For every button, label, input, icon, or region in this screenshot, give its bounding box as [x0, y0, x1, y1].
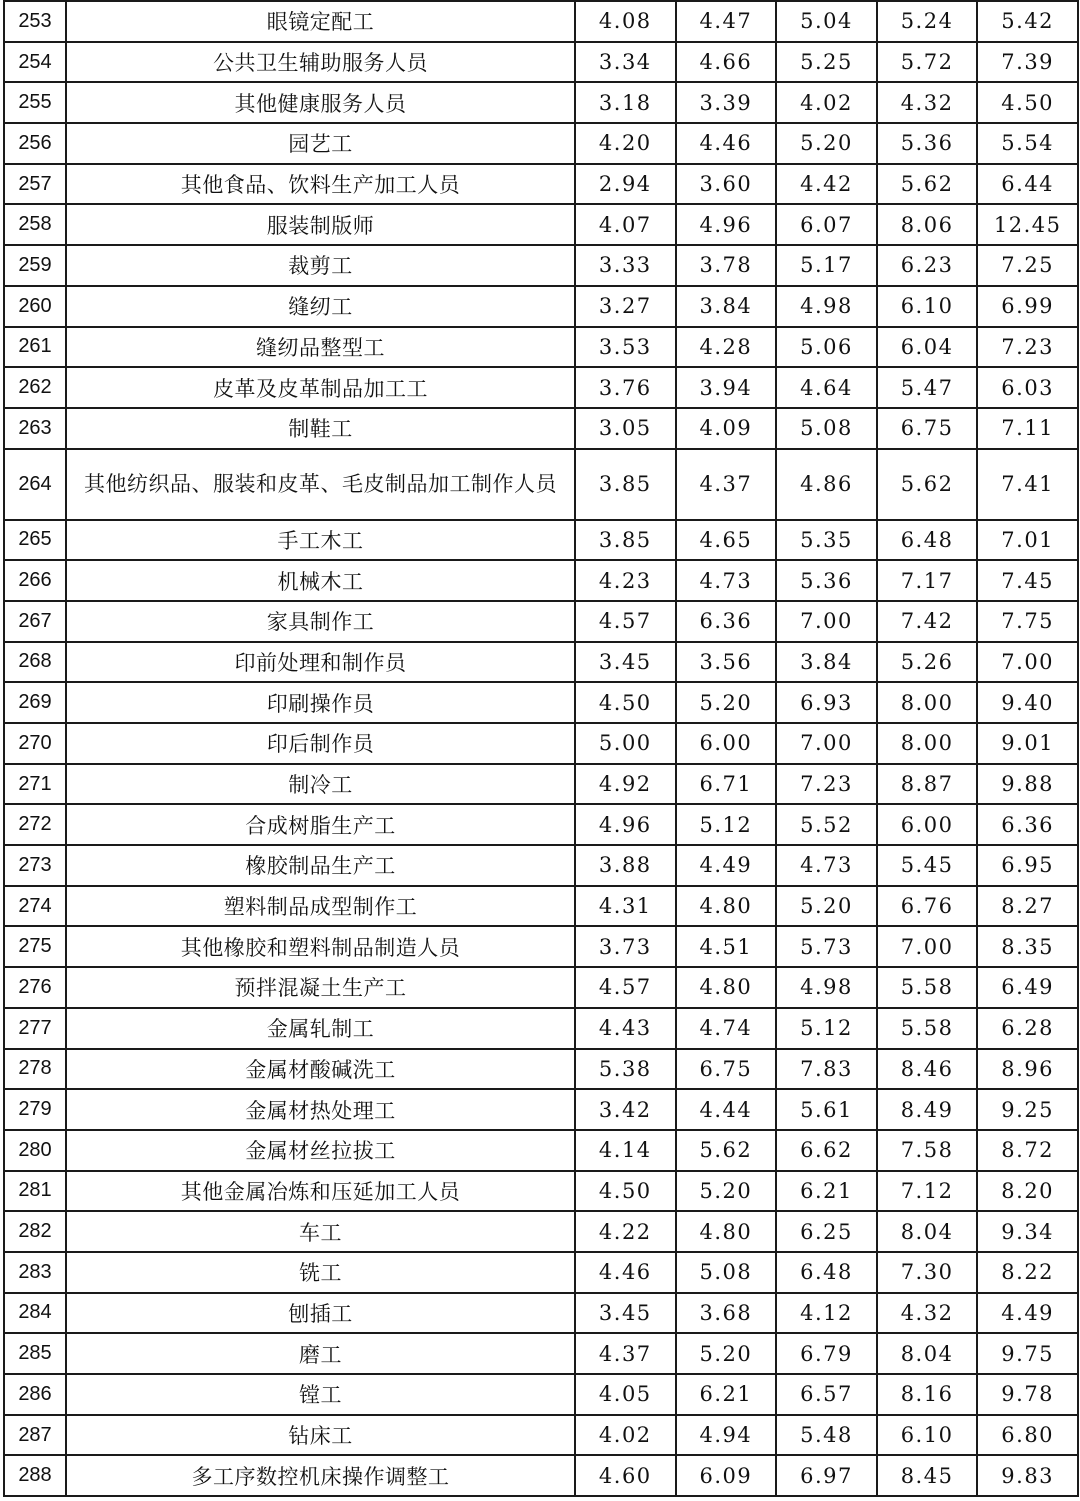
wage-value-2: 4.28 — [676, 327, 777, 368]
wage-value-4: 5.36 — [877, 123, 978, 164]
wage-value-5: 8.72 — [977, 1130, 1078, 1171]
wage-value-4: 8.06 — [877, 204, 978, 245]
row-number: 277 — [4, 1008, 66, 1049]
wage-value-5: 8.27 — [977, 886, 1078, 927]
wage-value-1: 4.14 — [575, 1130, 676, 1171]
row-number: 285 — [4, 1333, 66, 1374]
wage-value-5: 4.50 — [977, 82, 1078, 123]
wage-value-3: 6.21 — [776, 1171, 877, 1212]
row-number: 254 — [4, 42, 66, 83]
table-row — [4, 1211, 1078, 1252]
table-row — [4, 560, 1078, 601]
wage-value-3: 7.00 — [776, 601, 877, 642]
wage-value-4: 8.49 — [877, 1089, 978, 1130]
wage-value-4: 6.75 — [877, 408, 978, 449]
wage-value-1: 4.50 — [575, 682, 676, 723]
wage-value-3: 5.52 — [776, 804, 877, 845]
wage-value-4: 4.32 — [877, 82, 978, 123]
occupation-name: 其他金属冶炼和压延加工人员 — [66, 1171, 575, 1212]
wage-value-4: 5.47 — [877, 367, 978, 408]
table-row — [4, 1171, 1078, 1212]
row-number: 274 — [4, 886, 66, 927]
wage-value-5: 9.75 — [977, 1333, 1078, 1374]
occupation-name: 磨工 — [66, 1333, 575, 1374]
wage-value-3: 5.25 — [776, 42, 877, 83]
wage-value-3: 4.98 — [776, 286, 877, 327]
row-number: 273 — [4, 845, 66, 886]
wage-value-5: 6.03 — [977, 367, 1078, 408]
row-number: 253 — [4, 1, 66, 42]
table-row — [4, 164, 1078, 205]
occupation-name: 金属轧制工 — [66, 1008, 575, 1049]
table-row — [4, 408, 1078, 449]
wage-value-5: 9.25 — [977, 1089, 1078, 1130]
wage-table-container — [3, 0, 1077, 1497]
wage-value-3: 5.12 — [776, 1008, 877, 1049]
wage-value-5: 7.41 — [977, 449, 1078, 520]
wage-value-3: 5.61 — [776, 1089, 877, 1130]
wage-value-3: 5.20 — [776, 886, 877, 927]
wage-value-1: 3.76 — [575, 367, 676, 408]
wage-value-4: 8.46 — [877, 1049, 978, 1090]
wage-value-2: 3.39 — [676, 82, 777, 123]
wage-value-1: 4.50 — [575, 1171, 676, 1212]
wage-value-4: 7.42 — [877, 601, 978, 642]
occupation-name: 印后制作员 — [66, 723, 575, 764]
wage-value-2: 6.75 — [676, 1049, 777, 1090]
row-number: 276 — [4, 967, 66, 1008]
wage-value-5: 7.45 — [977, 560, 1078, 601]
table-row — [4, 926, 1078, 967]
occupation-name: 公共卫生辅助服务人员 — [66, 42, 575, 83]
table-row — [4, 1415, 1078, 1456]
table-row — [4, 245, 1078, 286]
wage-value-5: 9.83 — [977, 1455, 1078, 1496]
wage-value-4: 6.00 — [877, 804, 978, 845]
wage-value-5: 8.96 — [977, 1049, 1078, 1090]
occupation-name: 缝纫工 — [66, 286, 575, 327]
occupation-name: 车工 — [66, 1211, 575, 1252]
row-number: 265 — [4, 520, 66, 561]
table-row — [4, 327, 1078, 368]
occupation-name: 皮革及皮革制品加工工 — [66, 367, 575, 408]
wage-value-2: 4.37 — [676, 449, 777, 520]
wage-value-1: 4.92 — [575, 764, 676, 805]
row-number: 270 — [4, 723, 66, 764]
row-number: 268 — [4, 642, 66, 683]
wage-value-4: 5.58 — [877, 967, 978, 1008]
wage-value-2: 4.96 — [676, 204, 777, 245]
wage-value-1: 3.88 — [575, 845, 676, 886]
wage-table — [3, 0, 1079, 1497]
row-number: 287 — [4, 1415, 66, 1456]
wage-value-1: 4.96 — [575, 804, 676, 845]
table-row — [4, 1252, 1078, 1293]
row-number: 264 — [4, 449, 66, 520]
wage-value-1: 3.85 — [575, 449, 676, 520]
wage-value-3: 5.36 — [776, 560, 877, 601]
wage-value-1: 4.37 — [575, 1333, 676, 1374]
wage-value-1: 4.60 — [575, 1455, 676, 1496]
wage-value-4: 6.04 — [877, 327, 978, 368]
wage-value-4: 7.30 — [877, 1252, 978, 1293]
row-number: 288 — [4, 1455, 66, 1496]
table-row — [4, 1333, 1078, 1374]
wage-value-3: 5.20 — [776, 123, 877, 164]
wage-value-4: 6.23 — [877, 245, 978, 286]
occupation-name: 裁剪工 — [66, 245, 575, 286]
wage-value-4: 5.24 — [877, 1, 978, 42]
table-row — [4, 286, 1078, 327]
table-row — [4, 601, 1078, 642]
wage-value-4: 5.26 — [877, 642, 978, 683]
row-number: 256 — [4, 123, 66, 164]
wage-value-3: 5.48 — [776, 1415, 877, 1456]
wage-value-4: 7.12 — [877, 1171, 978, 1212]
wage-value-2: 6.71 — [676, 764, 777, 805]
row-number: 257 — [4, 164, 66, 205]
wage-value-3: 4.02 — [776, 82, 877, 123]
occupation-name: 刨插工 — [66, 1293, 575, 1334]
wage-value-4: 5.72 — [877, 42, 978, 83]
wage-value-2: 5.20 — [676, 1171, 777, 1212]
wage-value-1: 3.42 — [575, 1089, 676, 1130]
wage-value-4: 8.04 — [877, 1333, 978, 1374]
occupation-name: 制冷工 — [66, 764, 575, 805]
occupation-name: 钻床工 — [66, 1415, 575, 1456]
occupation-name: 金属材丝拉拔工 — [66, 1130, 575, 1171]
wage-value-2: 6.00 — [676, 723, 777, 764]
occupation-name: 金属材酸碱洗工 — [66, 1049, 575, 1090]
wage-value-3: 5.73 — [776, 926, 877, 967]
table-row — [4, 845, 1078, 886]
table-row — [4, 1374, 1078, 1415]
wage-value-3: 4.73 — [776, 845, 877, 886]
wage-value-4: 6.10 — [877, 1415, 978, 1456]
table-body — [4, 1, 1078, 1496]
wage-value-3: 5.06 — [776, 327, 877, 368]
wage-value-2: 4.66 — [676, 42, 777, 83]
wage-value-3: 6.93 — [776, 682, 877, 723]
row-number: 271 — [4, 764, 66, 805]
row-number: 263 — [4, 408, 66, 449]
wage-value-5: 7.00 — [977, 642, 1078, 683]
occupation-name: 金属材热处理工 — [66, 1089, 575, 1130]
wage-value-4: 8.00 — [877, 682, 978, 723]
wage-value-3: 4.64 — [776, 367, 877, 408]
wage-value-2: 5.08 — [676, 1252, 777, 1293]
wage-value-2: 4.80 — [676, 1211, 777, 1252]
wage-value-2: 5.20 — [676, 1333, 777, 1374]
wage-value-3: 6.25 — [776, 1211, 877, 1252]
wage-value-1: 4.57 — [575, 601, 676, 642]
occupation-name: 其他纺织品、服装和皮革、毛皮制品加工制作人员 — [66, 449, 575, 520]
wage-value-4: 7.17 — [877, 560, 978, 601]
wage-value-2: 4.80 — [676, 967, 777, 1008]
wage-value-2: 3.60 — [676, 164, 777, 205]
wage-value-3: 5.04 — [776, 1, 877, 42]
wage-value-3: 4.86 — [776, 449, 877, 520]
wage-value-3: 5.08 — [776, 408, 877, 449]
occupation-name: 预拌混凝土生产工 — [66, 967, 575, 1008]
occupation-name: 手工木工 — [66, 520, 575, 561]
wage-value-5: 5.54 — [977, 123, 1078, 164]
wage-value-1: 3.45 — [575, 642, 676, 683]
occupation-name: 镗工 — [66, 1374, 575, 1415]
wage-value-1: 3.73 — [575, 926, 676, 967]
wage-value-1: 4.08 — [575, 1, 676, 42]
wage-value-4: 5.62 — [877, 449, 978, 520]
wage-value-5: 7.75 — [977, 601, 1078, 642]
table-row — [4, 1455, 1078, 1496]
wage-value-2: 4.44 — [676, 1089, 777, 1130]
wage-value-1: 3.05 — [575, 408, 676, 449]
row-number: 259 — [4, 245, 66, 286]
wage-value-2: 5.12 — [676, 804, 777, 845]
table-row — [4, 82, 1078, 123]
wage-value-4: 8.87 — [877, 764, 978, 805]
wage-value-3: 4.12 — [776, 1293, 877, 1334]
wage-value-3: 6.57 — [776, 1374, 877, 1415]
wage-value-5: 9.34 — [977, 1211, 1078, 1252]
wage-value-1: 3.33 — [575, 245, 676, 286]
wage-value-2: 4.65 — [676, 520, 777, 561]
wage-value-4: 6.76 — [877, 886, 978, 927]
wage-value-3: 5.17 — [776, 245, 877, 286]
wage-value-1: 4.22 — [575, 1211, 676, 1252]
table-row — [4, 42, 1078, 83]
table-row — [4, 204, 1078, 245]
wage-value-5: 12.45 — [977, 204, 1078, 245]
wage-value-5: 8.22 — [977, 1252, 1078, 1293]
occupation-name: 其他健康服务人员 — [66, 82, 575, 123]
table-row — [4, 723, 1078, 764]
wage-value-2: 3.84 — [676, 286, 777, 327]
wage-value-1: 3.18 — [575, 82, 676, 123]
occupation-name: 服装制版师 — [66, 204, 575, 245]
wage-value-3: 6.79 — [776, 1333, 877, 1374]
wage-value-5: 9.78 — [977, 1374, 1078, 1415]
wage-value-5: 7.11 — [977, 408, 1078, 449]
row-number: 258 — [4, 204, 66, 245]
table-row — [4, 764, 1078, 805]
wage-value-3: 6.48 — [776, 1252, 877, 1293]
table-row — [4, 804, 1078, 845]
row-number: 260 — [4, 286, 66, 327]
wage-value-1: 3.27 — [575, 286, 676, 327]
wage-value-2: 4.51 — [676, 926, 777, 967]
wage-value-2: 4.47 — [676, 1, 777, 42]
wage-value-1: 4.20 — [575, 123, 676, 164]
wage-value-5: 5.42 — [977, 1, 1078, 42]
wage-value-4: 8.45 — [877, 1455, 978, 1496]
occupation-name: 机械木工 — [66, 560, 575, 601]
row-number: 284 — [4, 1293, 66, 1334]
occupation-name: 缝纫品整型工 — [66, 327, 575, 368]
wage-value-2: 5.20 — [676, 682, 777, 723]
wage-value-2: 3.56 — [676, 642, 777, 683]
wage-value-1: 5.00 — [575, 723, 676, 764]
wage-value-5: 6.36 — [977, 804, 1078, 845]
wage-value-4: 7.00 — [877, 926, 978, 967]
wage-value-3: 4.42 — [776, 164, 877, 205]
table-row — [4, 367, 1078, 408]
occupation-name: 其他食品、饮料生产加工人员 — [66, 164, 575, 205]
occupation-name: 家具制作工 — [66, 601, 575, 642]
occupation-name: 眼镜定配工 — [66, 1, 575, 42]
wage-value-2: 6.09 — [676, 1455, 777, 1496]
wage-value-1: 2.94 — [575, 164, 676, 205]
occupation-name: 其他橡胶和塑料制品制造人员 — [66, 926, 575, 967]
wage-value-3: 6.62 — [776, 1130, 877, 1171]
wage-value-5: 6.44 — [977, 164, 1078, 205]
occupation-name: 印前处理和制作员 — [66, 642, 575, 683]
wage-value-2: 4.94 — [676, 1415, 777, 1456]
wage-value-1: 4.23 — [575, 560, 676, 601]
wage-value-1: 4.57 — [575, 967, 676, 1008]
wage-value-5: 6.49 — [977, 967, 1078, 1008]
occupation-name: 印刷操作员 — [66, 682, 575, 723]
wage-value-1: 4.07 — [575, 204, 676, 245]
wage-value-4: 5.62 — [877, 164, 978, 205]
wage-value-2: 3.78 — [676, 245, 777, 286]
wage-value-1: 4.46 — [575, 1252, 676, 1293]
wage-value-2: 6.36 — [676, 601, 777, 642]
wage-value-4: 6.48 — [877, 520, 978, 561]
row-number: 280 — [4, 1130, 66, 1171]
wage-value-5: 6.99 — [977, 286, 1078, 327]
wage-value-1: 4.05 — [575, 1374, 676, 1415]
table-row — [4, 1293, 1078, 1334]
wage-value-5: 9.40 — [977, 682, 1078, 723]
wage-value-5: 4.49 — [977, 1293, 1078, 1334]
row-number: 269 — [4, 682, 66, 723]
wage-value-4: 4.32 — [877, 1293, 978, 1334]
wage-value-2: 4.49 — [676, 845, 777, 886]
table-row — [4, 449, 1078, 520]
wage-value-4: 8.04 — [877, 1211, 978, 1252]
wage-value-3: 4.98 — [776, 967, 877, 1008]
occupation-name: 合成树脂生产工 — [66, 804, 575, 845]
row-number: 267 — [4, 601, 66, 642]
row-number: 281 — [4, 1171, 66, 1212]
wage-value-5: 7.39 — [977, 42, 1078, 83]
row-number: 279 — [4, 1089, 66, 1130]
wage-value-5: 9.01 — [977, 723, 1078, 764]
wage-value-5: 9.88 — [977, 764, 1078, 805]
wage-value-3: 7.23 — [776, 764, 877, 805]
wage-value-2: 4.09 — [676, 408, 777, 449]
table-row — [4, 886, 1078, 927]
wage-value-1: 3.85 — [575, 520, 676, 561]
wage-value-5: 8.20 — [977, 1171, 1078, 1212]
wage-value-5: 7.25 — [977, 245, 1078, 286]
wage-value-4: 6.10 — [877, 286, 978, 327]
wage-value-2: 5.62 — [676, 1130, 777, 1171]
wage-value-2: 4.74 — [676, 1008, 777, 1049]
table-row — [4, 1089, 1078, 1130]
wage-value-1: 3.53 — [575, 327, 676, 368]
wage-value-3: 5.35 — [776, 520, 877, 561]
wage-value-1: 3.34 — [575, 42, 676, 83]
row-number: 282 — [4, 1211, 66, 1252]
occupation-name: 制鞋工 — [66, 408, 575, 449]
wage-value-2: 4.80 — [676, 886, 777, 927]
wage-value-1: 4.02 — [575, 1415, 676, 1456]
wage-value-5: 6.28 — [977, 1008, 1078, 1049]
wage-value-3: 7.83 — [776, 1049, 877, 1090]
occupation-name: 铣工 — [66, 1252, 575, 1293]
occupation-name: 塑料制品成型制作工 — [66, 886, 575, 927]
row-number: 275 — [4, 926, 66, 967]
wage-value-3: 7.00 — [776, 723, 877, 764]
wage-value-1: 4.43 — [575, 1008, 676, 1049]
wage-value-5: 6.80 — [977, 1415, 1078, 1456]
row-number: 266 — [4, 560, 66, 601]
wage-value-5: 7.23 — [977, 327, 1078, 368]
table-row — [4, 682, 1078, 723]
occupation-name: 多工序数控机床操作调整工 — [66, 1455, 575, 1496]
wage-value-1: 4.31 — [575, 886, 676, 927]
row-number: 272 — [4, 804, 66, 845]
table-row — [4, 1049, 1078, 1090]
row-number: 262 — [4, 367, 66, 408]
wage-value-3: 3.84 — [776, 642, 877, 683]
wage-value-4: 8.00 — [877, 723, 978, 764]
table-row — [4, 1, 1078, 42]
table-row — [4, 520, 1078, 561]
wage-value-2: 4.73 — [676, 560, 777, 601]
table-row — [4, 1130, 1078, 1171]
wage-value-4: 5.45 — [877, 845, 978, 886]
wage-value-1: 3.45 — [575, 1293, 676, 1334]
table-row — [4, 967, 1078, 1008]
occupation-name: 橡胶制品生产工 — [66, 845, 575, 886]
row-number: 278 — [4, 1049, 66, 1090]
wage-value-3: 6.07 — [776, 204, 877, 245]
wage-value-2: 4.46 — [676, 123, 777, 164]
row-number: 261 — [4, 327, 66, 368]
row-number: 286 — [4, 1374, 66, 1415]
wage-value-1: 5.38 — [575, 1049, 676, 1090]
table-row — [4, 1008, 1078, 1049]
wage-value-2: 3.94 — [676, 367, 777, 408]
wage-value-5: 8.35 — [977, 926, 1078, 967]
table-row — [4, 642, 1078, 683]
wage-value-3: 6.97 — [776, 1455, 877, 1496]
row-number: 283 — [4, 1252, 66, 1293]
table-row — [4, 123, 1078, 164]
wage-value-2: 3.68 — [676, 1293, 777, 1334]
row-number: 255 — [4, 82, 66, 123]
wage-value-5: 6.95 — [977, 845, 1078, 886]
wage-value-4: 7.58 — [877, 1130, 978, 1171]
wage-value-4: 5.58 — [877, 1008, 978, 1049]
occupation-name: 园艺工 — [66, 123, 575, 164]
wage-value-5: 7.01 — [977, 520, 1078, 561]
wage-value-2: 6.21 — [676, 1374, 777, 1415]
wage-value-4: 8.16 — [877, 1374, 978, 1415]
